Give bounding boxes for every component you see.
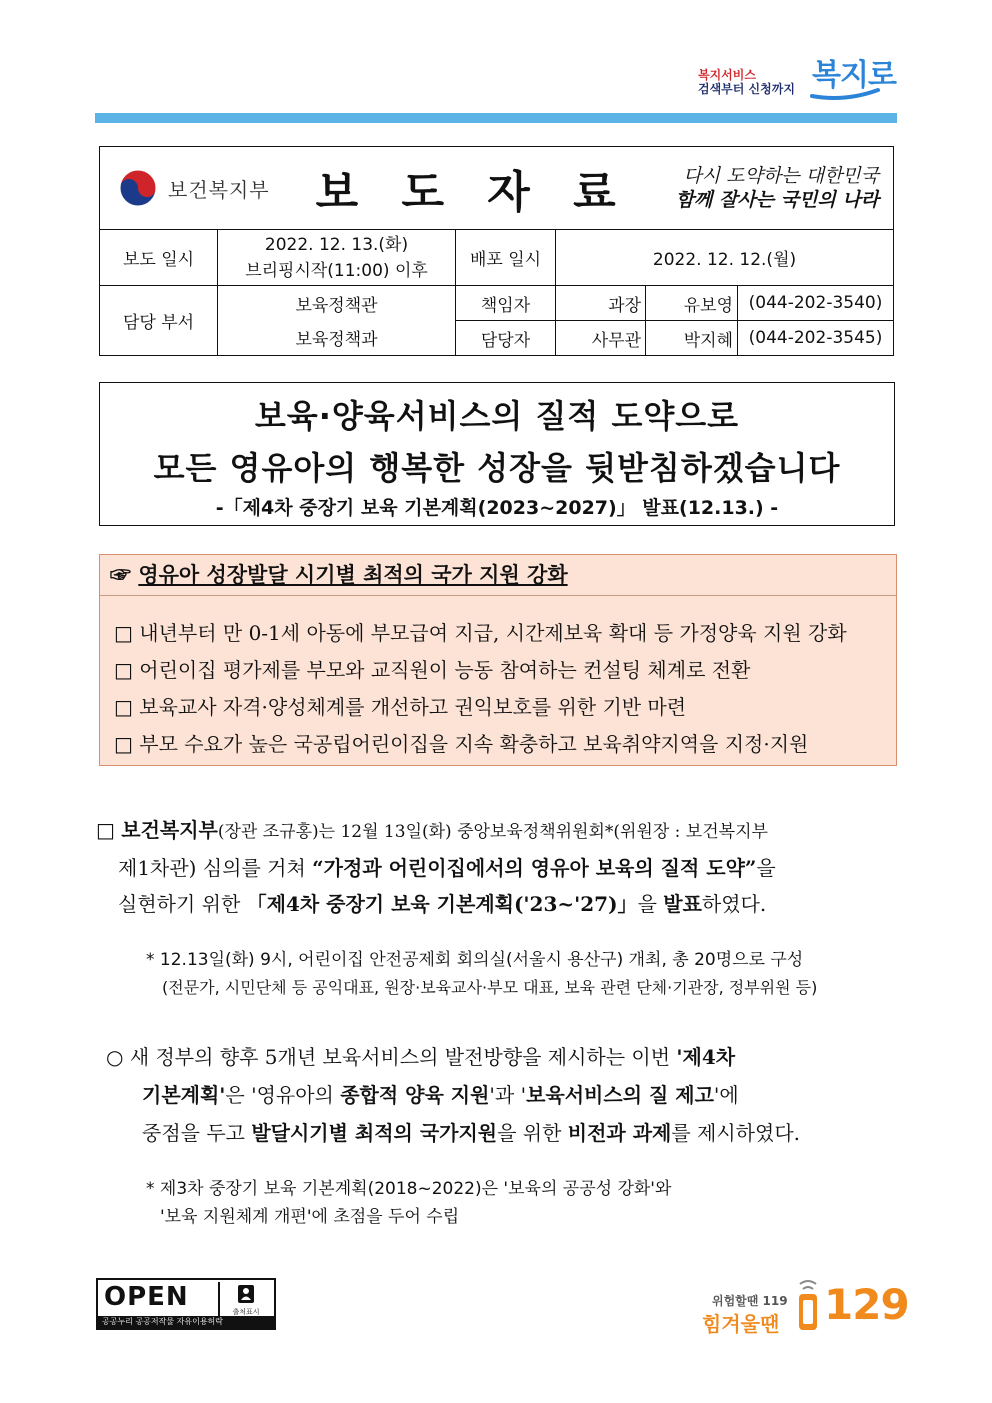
staff-phone: (044-202-3545) — [738, 321, 894, 356]
p1-text: (장관 조규홍)는 12월 13일(화) 중앙보육정책위원회*(위원장 : 보건복지부 — [217, 822, 768, 842]
headline-box — [99, 382, 895, 526]
bokjiro-swoosh-icon — [810, 86, 880, 102]
hotline-number: 129 — [824, 1280, 909, 1329]
tagline-line-1: 복지서비스 — [698, 68, 756, 82]
footnote-1 — [146, 946, 898, 1002]
p2-text: 은 '영유아의 — [225, 1083, 341, 1107]
summary-box — [99, 554, 897, 766]
footnote-1-line-2: (전문가, 시민단체 등 공익대표, 원장·보육교사·부모 대표, 보육 관련 단체·기관장, 정부위원 등) — [162, 978, 818, 997]
press-info-table — [99, 146, 894, 356]
p2-text: '과 ' — [489, 1083, 527, 1107]
summary-heading-text: 영유아 성장발달 시기별 최적의 국가 지원 강화 — [138, 562, 568, 587]
hotline-small-text: 위험할땐 119 — [712, 1294, 788, 1308]
department-1: 보육정책관 — [218, 286, 456, 321]
staff-name: 박지혜 — [646, 321, 738, 356]
headline-line-1: 보육·양육서비스의 질적 도약으로 — [254, 397, 740, 435]
person-icon — [236, 1284, 256, 1304]
footnote-2 — [146, 1175, 846, 1231]
p1-text: 발표 — [663, 892, 702, 916]
p2-text: '에 — [713, 1083, 739, 1107]
p1-text: 「제4차 중장기 보육 기본계획('23~'27)」 — [246, 892, 638, 916]
attribution-badge — [218, 1282, 272, 1316]
slogan-line-2: 함께 잘사는 국민의 나라 — [675, 189, 880, 211]
ministry-logo — [100, 168, 270, 208]
hotline-129-logo — [702, 1276, 909, 1336]
staff-label: 담당자 — [456, 321, 556, 356]
p2-text: 발달시기별 최적의 국가지원 — [251, 1121, 498, 1145]
p2-text: 를 제시하였다. — [671, 1121, 800, 1145]
hotline-big-text: 힘겨울땐 — [702, 1312, 780, 1336]
p2-text: '제4차 — [676, 1045, 736, 1069]
body-paragraph-1 — [96, 812, 896, 922]
bokjiro-logo: 복지로 — [812, 58, 896, 93]
kogl-open-license — [96, 1278, 276, 1330]
p2-text: 을 위한 — [497, 1121, 568, 1145]
p2-text: 새 정부의 향후 5개년 보육서비스의 발전방향을 제시하는 이번 — [129, 1045, 677, 1069]
press-date-label: 보도 일시 — [100, 230, 218, 286]
ministry-name: 보건복지부 — [168, 177, 270, 202]
p2-text: 중점을 두고 — [142, 1121, 252, 1145]
open-logo-text: OPEN — [104, 1282, 189, 1312]
p2-text: 종합적 양육 지원 — [340, 1083, 490, 1107]
p1-text: 하였다. — [701, 892, 767, 916]
press-briefing-time: 브리핑시작(11:00) 이후 — [245, 260, 428, 281]
footnote-2-line-1: * 제3차 중장기 보육 기본계획(2018~2022)은 '보육의 공공성 강화'와 — [146, 1179, 672, 1199]
header-accent-bar — [95, 113, 897, 123]
body-paragraph-2 — [106, 1038, 898, 1152]
doc-type-title: 보 도 자 료 — [315, 167, 630, 218]
summary-item: □ 보육교사 자격·양성체계를 개선하고 권익보호를 위한 기반 마련 — [114, 695, 687, 719]
p1-text: 보건복지부 — [121, 818, 218, 842]
press-date: 2022. 12. 13.(화) — [264, 234, 409, 255]
distribution-date-label: 배포 일시 — [456, 230, 556, 286]
distribution-date: 2022. 12. 12.(월) — [556, 230, 894, 286]
responsible-label: 책임자 — [456, 286, 556, 321]
p1-text: 제1차관) 심의를 거쳐 — [118, 856, 313, 880]
tagline-line-2: 검색부터 신청까지 — [698, 82, 795, 96]
responsible-name: 유보영 — [646, 286, 738, 321]
staff-title: 사무관 — [556, 321, 646, 356]
phone-icon — [794, 1278, 822, 1334]
department-label: 담당 부서 — [100, 286, 218, 356]
open-license-caption: 공공누리 공공저작물 자유이용허락 — [98, 1316, 274, 1328]
p1-text: 실현하기 위한 — [118, 892, 247, 916]
circle-bullet: ○ — [106, 1045, 124, 1069]
summary-heading — [110, 559, 568, 589]
summary-item: □ 내년부터 만 0-1세 아동에 부모급여 지급, 시간제보육 확대 등 가정양육 지원 강화 — [114, 621, 847, 645]
department-2: 보육정책과 — [218, 321, 456, 356]
p2-text: 비전과 과제 — [567, 1121, 672, 1145]
slogan-line-1: 다시 도약하는 대한민국 — [683, 165, 880, 187]
bokjiro-tagline — [698, 68, 795, 96]
p2-text: 보육서비스의 질 제고 — [526, 1083, 714, 1107]
p2-text: 기본계획' — [142, 1083, 226, 1107]
footnote-2-line-2: '보육 지원체계 개편'에 초점을 두어 수립 — [160, 1207, 460, 1227]
summary-item: □ 부모 수요가 높은 국공립어린이집을 지속 확충하고 보육취약지역을 지정·지원 — [114, 732, 809, 756]
pointing-hand-icon: ☞ — [110, 562, 131, 587]
p1-text: 을 — [637, 892, 664, 916]
p1-text: 을 — [756, 856, 776, 880]
government-slogan — [676, 164, 893, 212]
footnote-1-line-1: * 12.13일(화) 9시, 어린이집 안전공제회 회의실(서울시 용산구) 개최, 총 20명으로 구성 — [146, 950, 804, 970]
headline-subtitle: -「제4차 중장기 보육 기본계획(2023~2027)」 발표(12.13.) - — [215, 497, 779, 519]
responsible-phone: (044-202-3540) — [738, 286, 894, 321]
summary-divider — [100, 595, 896, 596]
taegeuk-icon — [118, 168, 158, 208]
p1-text: “가정과 어린이집에서의 영유아 보육의 질적 도약” — [312, 856, 757, 880]
responsible-title: 과장 — [556, 286, 646, 321]
summary-item: □ 어린이집 평가제를 부모와 교직원이 능동 참여하는 컨설팅 체계로 전환 — [114, 658, 751, 682]
attribution-label: 출처표시 — [232, 1308, 260, 1316]
square-bullet: □ — [96, 818, 115, 842]
headline-line-2: 모든 영유아의 행복한 성장을 뒷받침하겠습니다 — [153, 449, 841, 487]
